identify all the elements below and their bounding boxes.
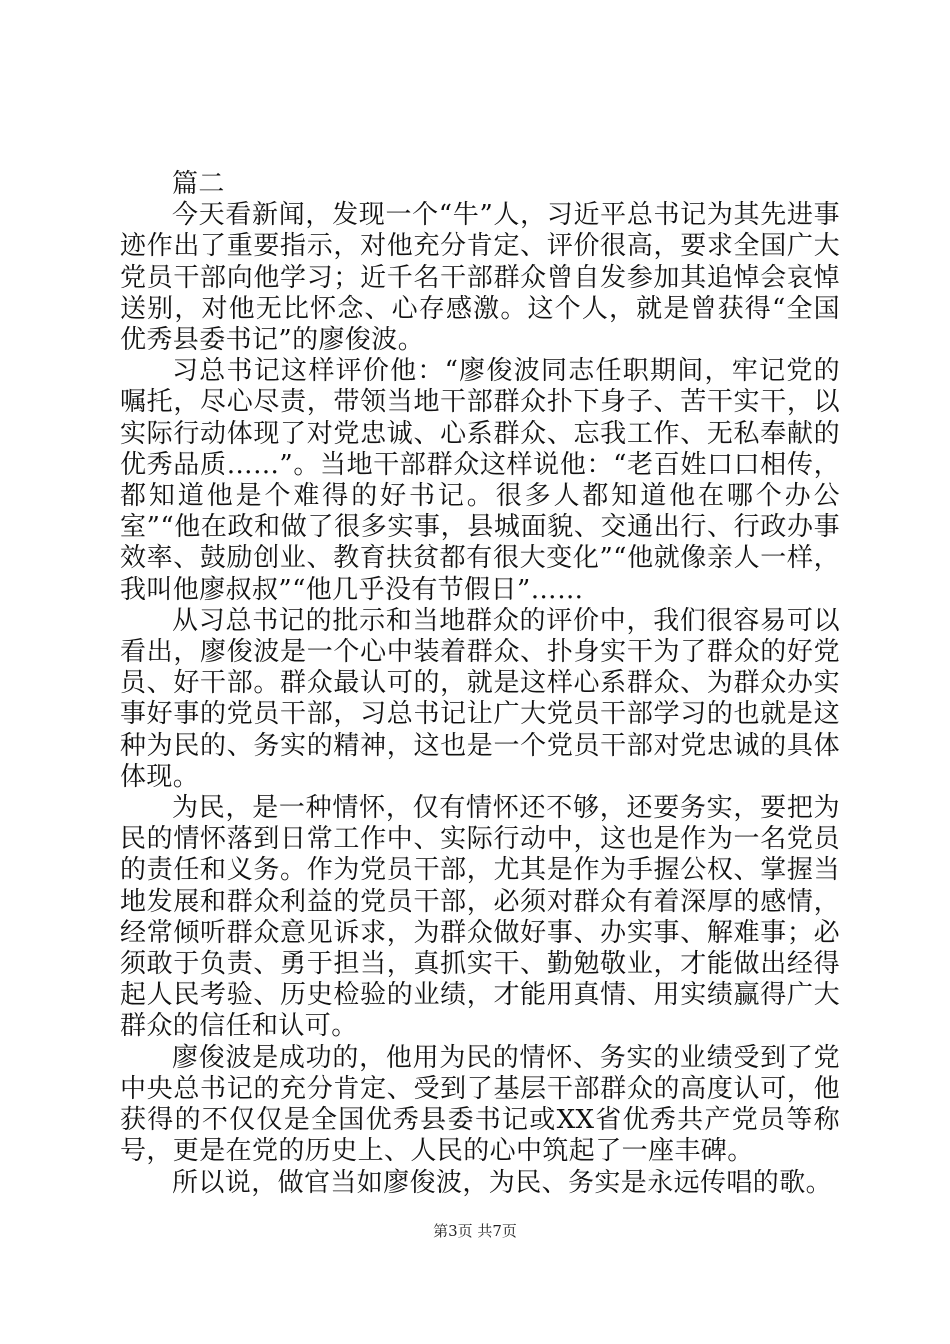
- paragraph-1: 今天看新闻，发现一个“牛”人，习近平总书记为其先进事迹作出了重要指示，对他充分肯定、评价很高，要求全国广大党员干部向他学习；近千名干部群众曾自发参加其追悼会哀悼送别，对他无比怀念、心存感激。这个人，就是曾获得“全国优秀县委书记”的廖俊波。: [120, 200, 840, 356]
- paragraph-3: 从习总书记的批示和当地群众的评价中，我们很容易可以看出，廖俊波是一个心中装着群众、扑身实干为了群众的好党员、好干部。群众最认可的，就是这样心系群众、为群众办实事好事的党员干部，习总书记让广大党员干部学习的也就是这种为民的、务实的精神，这也是一个党员干部对党忠诚的具体体现。: [120, 605, 840, 792]
- document-body: [120, 169, 840, 1199]
- paragraph-4: 为民，是一种情怀，仅有情怀还不够，还要务实，要把为民的情怀落到日常工作中、实际行动中，这也是作为一名党员的责任和义务。作为党员干部，尤其是作为手握公权、掌握当地发展和群众利益的党员干部，必须对群众有着深厚的感情，经常倾听群众意见诉求，为群众做好事、办实事、解难事；必须敢于负责、勇于担当，真抓实干、勤勉敬业，才能做出经得起人民考验、历史检验的业绩，才能用真情、用实绩赢得广大群众的信任和认可。: [120, 793, 840, 1042]
- section-heading: 篇二: [172, 169, 225, 199]
- page-number-footer: 第3页 共7页: [433, 1222, 517, 1240]
- paragraph-5: 廖俊波是成功的，他用为民的情怀、务实的业绩受到了党中央总书记的充分肯定、受到了基层干部群众的高度认可，他获得的不仅仅是全国优秀县委书记或XX省优秀共产党员等称号，更是在党的历史上、人民的心中筑起了一座丰碑。: [120, 1042, 840, 1167]
- paragraph-6: 所以说，做官当如廖俊波，为民、务实是永远传唱的歌。: [172, 1167, 833, 1198]
- paragraph-2: 习总书记这样评价他：“廖俊波同志任职期间，牢记党的嘱托，尽心尽责，带领当地干部群众扑下身子、苦干实干，以实际行动体现了对党忠诚、心系群众、忘我工作、无私奉献的优秀品质……”。当地干部群众这样说他：“老百姓口口相传，都知道他是个难得的好书记。很多人都知道他在哪个办公室”“他在政和做了很多实事，县城面貌、交通出行、行政办事效率、鼓励创业、教育扶贫都有很大变化”“他就像亲人一样，我叫他廖叔叔”“他几乎没有节假日”……: [120, 356, 840, 605]
